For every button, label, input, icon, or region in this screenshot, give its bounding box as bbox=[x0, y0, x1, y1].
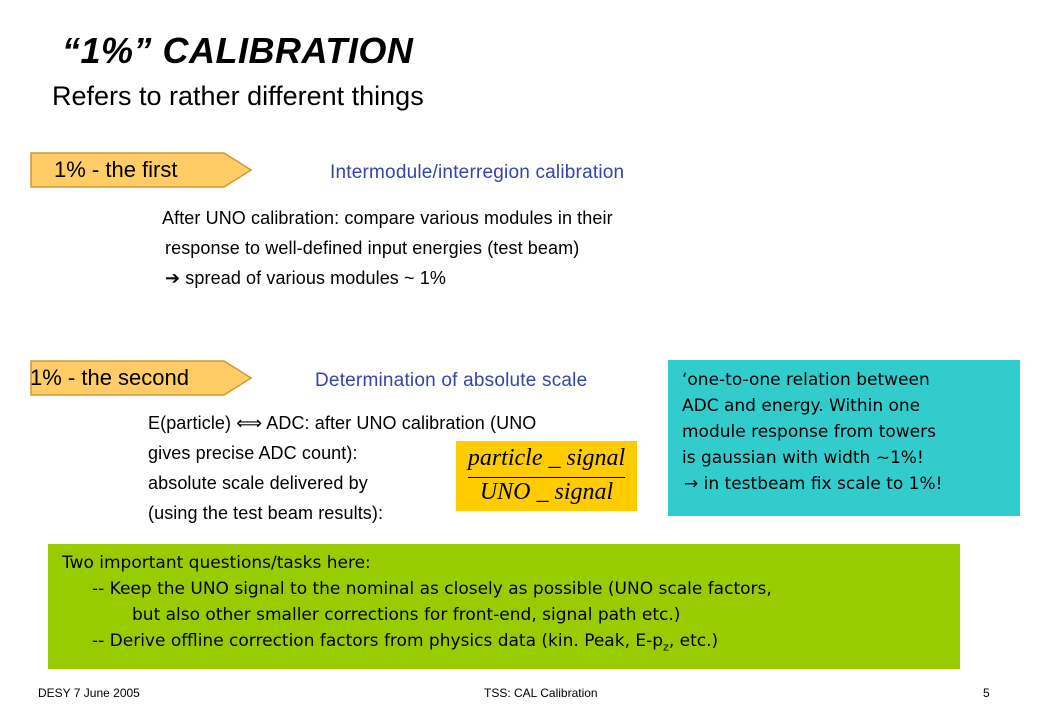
slide-subtitle: Refers to rather different things bbox=[52, 81, 424, 111]
note-box bbox=[668, 360, 1020, 516]
questions-item1-line1: -- Keep the UNO signal to the nominal as closely as possible (UNO scale factors, bbox=[92, 579, 772, 599]
slide-title: “1%” CALIBRATION bbox=[62, 30, 414, 71]
questions-item2-suffix: , etc.) bbox=[668, 631, 719, 651]
footer-title: TSS: CAL Calibration bbox=[484, 686, 598, 700]
note-line-3: module response from towers bbox=[682, 422, 936, 442]
footer-date: DESY 7 June 2005 bbox=[38, 686, 140, 700]
section2-tag bbox=[30, 360, 252, 396]
formula-denominator: UNO _ signal bbox=[479, 479, 614, 505]
section2-line-3: absolute scale delivered by bbox=[148, 473, 368, 493]
section1-line-1: After UNO calibration: compare various modules in their bbox=[162, 208, 613, 228]
right-arrow-icon: ➔ bbox=[165, 268, 181, 288]
section2-heading: Determination of absolute scale bbox=[315, 370, 588, 391]
section1-line-3 bbox=[162, 263, 613, 293]
questions-intro: Two important questions/tasks here: bbox=[62, 553, 371, 573]
questions-item2-text: -- Derive offline correction factors from physics data (kin. Peak, E-p bbox=[92, 631, 664, 651]
note-line-5: → in testbeam fix scale to 1%! bbox=[684, 474, 943, 494]
section1-tag-label: 1% - the first bbox=[54, 157, 178, 182]
section2-line-4: (using the test beam results): bbox=[148, 503, 384, 523]
section1-line-3-text: spread of various modules ~ 1% bbox=[185, 268, 446, 288]
section2-tag-label: 1% - the second bbox=[30, 365, 189, 390]
section1-body bbox=[162, 203, 613, 293]
questions-box bbox=[48, 544, 960, 669]
section2-line-2: gives precise ADC count): bbox=[148, 443, 358, 463]
section1-tag bbox=[30, 152, 252, 188]
section1-line-2: response to well-defined input energies (test beam) bbox=[165, 238, 580, 258]
formula-numerator: particle _ signal bbox=[467, 445, 626, 471]
section1-heading: Intermodule/interregion calibration bbox=[330, 162, 625, 183]
footer-page-number: 5 bbox=[983, 686, 990, 700]
questions-item2 bbox=[62, 628, 960, 660]
note-line-4: is gaussian with width ~1%! bbox=[682, 448, 924, 468]
formula-box bbox=[456, 441, 637, 511]
section2-line-1: E(particle) ⟺ ADC: after UNO calibration (UNO bbox=[148, 413, 537, 433]
note-line-2: ADC and energy. Within one bbox=[682, 396, 921, 416]
questions-item2-subscript: z bbox=[663, 640, 669, 654]
questions-item1-line2: but also other smaller corrections for front-end, signal path etc.) bbox=[132, 605, 681, 625]
fraction-bar bbox=[468, 477, 625, 478]
note-line-1: ‘one-to-one relation between bbox=[682, 370, 930, 390]
